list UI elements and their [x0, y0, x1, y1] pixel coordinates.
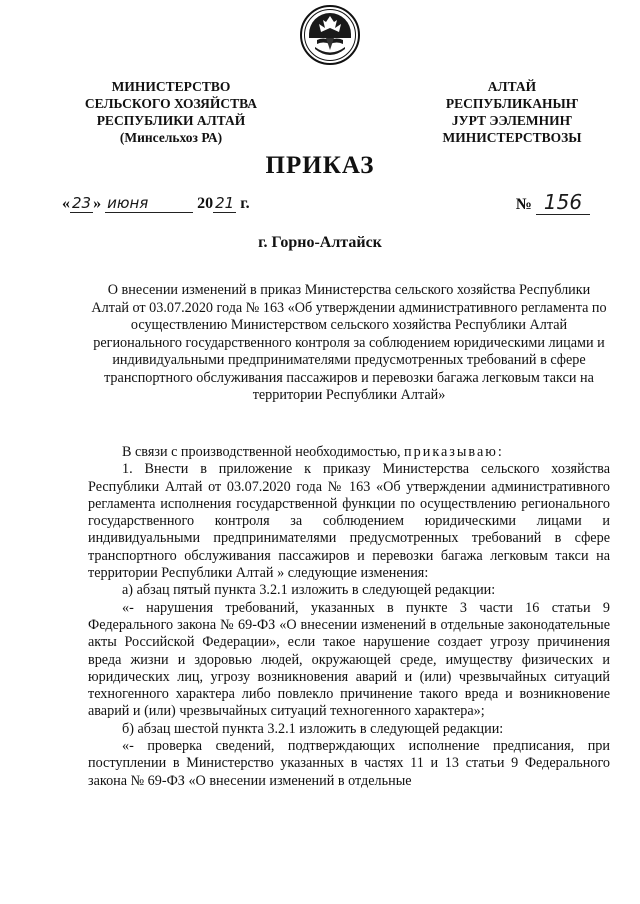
header-line: АЛТАЙ — [487, 79, 537, 94]
date-number-line — [50, 190, 590, 218]
body-paragraph: а) абзац пятый пункта 3.2.1 изложить в следующей редакции: — [122, 582, 496, 599]
date-day: 23 — [72, 194, 92, 212]
number-sign: № — [515, 196, 532, 213]
header-line: РЕСПУБЛИКАНЫҤ — [445, 96, 579, 111]
body-paragraph: «- проверка сведений, подтверждающих исполнение предписания, при поступлении в Министерство указанных в частях 11 и 13 статьи 9 Федерального закона № 69-ФЗ «О внесении изменений в отдельные — [88, 738, 610, 789]
header-line: (Минсельхоз РА) — [119, 130, 223, 145]
order-subject: О внесении изменений в приказ Министерства сельского хозяйства Республики Алтай от 03.07.2020 года № 163 «Об утверждении административного регламента по осуществлению Министерством сельского хозяйства Республики Алтай регионального государственного контроля за соблюдением юридическими лицами и индивидуальными предпринимателями предусмотренных требований в сфере транспортного обслуживания пассажиров и перевозки багажа легковым такси на территории Республики Алтай» — [91, 282, 607, 403]
body-paragraph: 1. Внести в приложение к приказу Министерства сельского хозяйства Республики Алтай от 03.07.2020 года № 163 «Об утверждении административного регламента исполнения государственной функции по осуществлению регионального государственного контроля за соблюдением юридическими лицами и индивидуальными предпринимателями предусмотренных требований в сфере транспортного обслуживания пассажиров и перевозки багажа легковым такси на территории Республики Алтай » следующие изменения: — [88, 461, 610, 582]
body-paragraph: б) абзац шестой пункта 3.2.1 изложить в следующей редакции: — [122, 720, 504, 737]
order-date — [62, 194, 250, 213]
coat-of-arms-emblem — [299, 4, 361, 66]
header-line: ЈУРТ ЭЭЛЕМНИҤ — [451, 113, 573, 128]
ministry-header-russian — [58, 78, 284, 146]
header-line: МИНИСТЕРСТВО — [111, 79, 231, 94]
header-line: МИНИСТЕРСТВОЗЫ — [442, 130, 582, 145]
date-year-prefix: 20 — [197, 195, 214, 212]
document-title: ПРИКАЗ — [265, 152, 375, 179]
date-open-quote: « — [62, 195, 70, 212]
intro-text: В связи с производственной необходимостью, — [122, 444, 405, 460]
ministry-header-altai — [404, 78, 620, 146]
order-number — [516, 190, 590, 215]
header-line: РЕСПУБЛИКИ АЛТАЙ — [96, 113, 246, 128]
date-year-unit: г. — [240, 195, 250, 212]
intro-paragraph — [88, 444, 610, 461]
city-line: г. Горно-Алтайск — [258, 234, 382, 251]
number-value: 156 — [536, 190, 590, 215]
date-close-quote: » — [93, 195, 102, 212]
date-month: июня — [105, 194, 193, 213]
order-word: приказываю: — [404, 444, 504, 460]
body-paragraph: «- нарушения требований, указанных в пункте 3 части 16 статьи 9 Федерального закона № 69-ФЗ «О внесении изменений в отдельные законодательные акты Российской Федерации», если такое нарушение создает угрозу причинения вреда жизни и здоровью людей, окружающей среде, имуществу физических и юридических лиц, угрозу возникновения аварий и (или) чрезвычайных ситуаций техногенного характера либо повлекло причинение такого вреда и возникновение аварий и (или) чрезвычайных ситуаций техногенного характера»; — [88, 599, 610, 720]
date-year-suffix: 21 — [215, 194, 235, 212]
header-line: СЕЛЬСКОГО ХОЗЯЙСТВА — [84, 96, 258, 111]
order-body — [88, 444, 610, 790]
